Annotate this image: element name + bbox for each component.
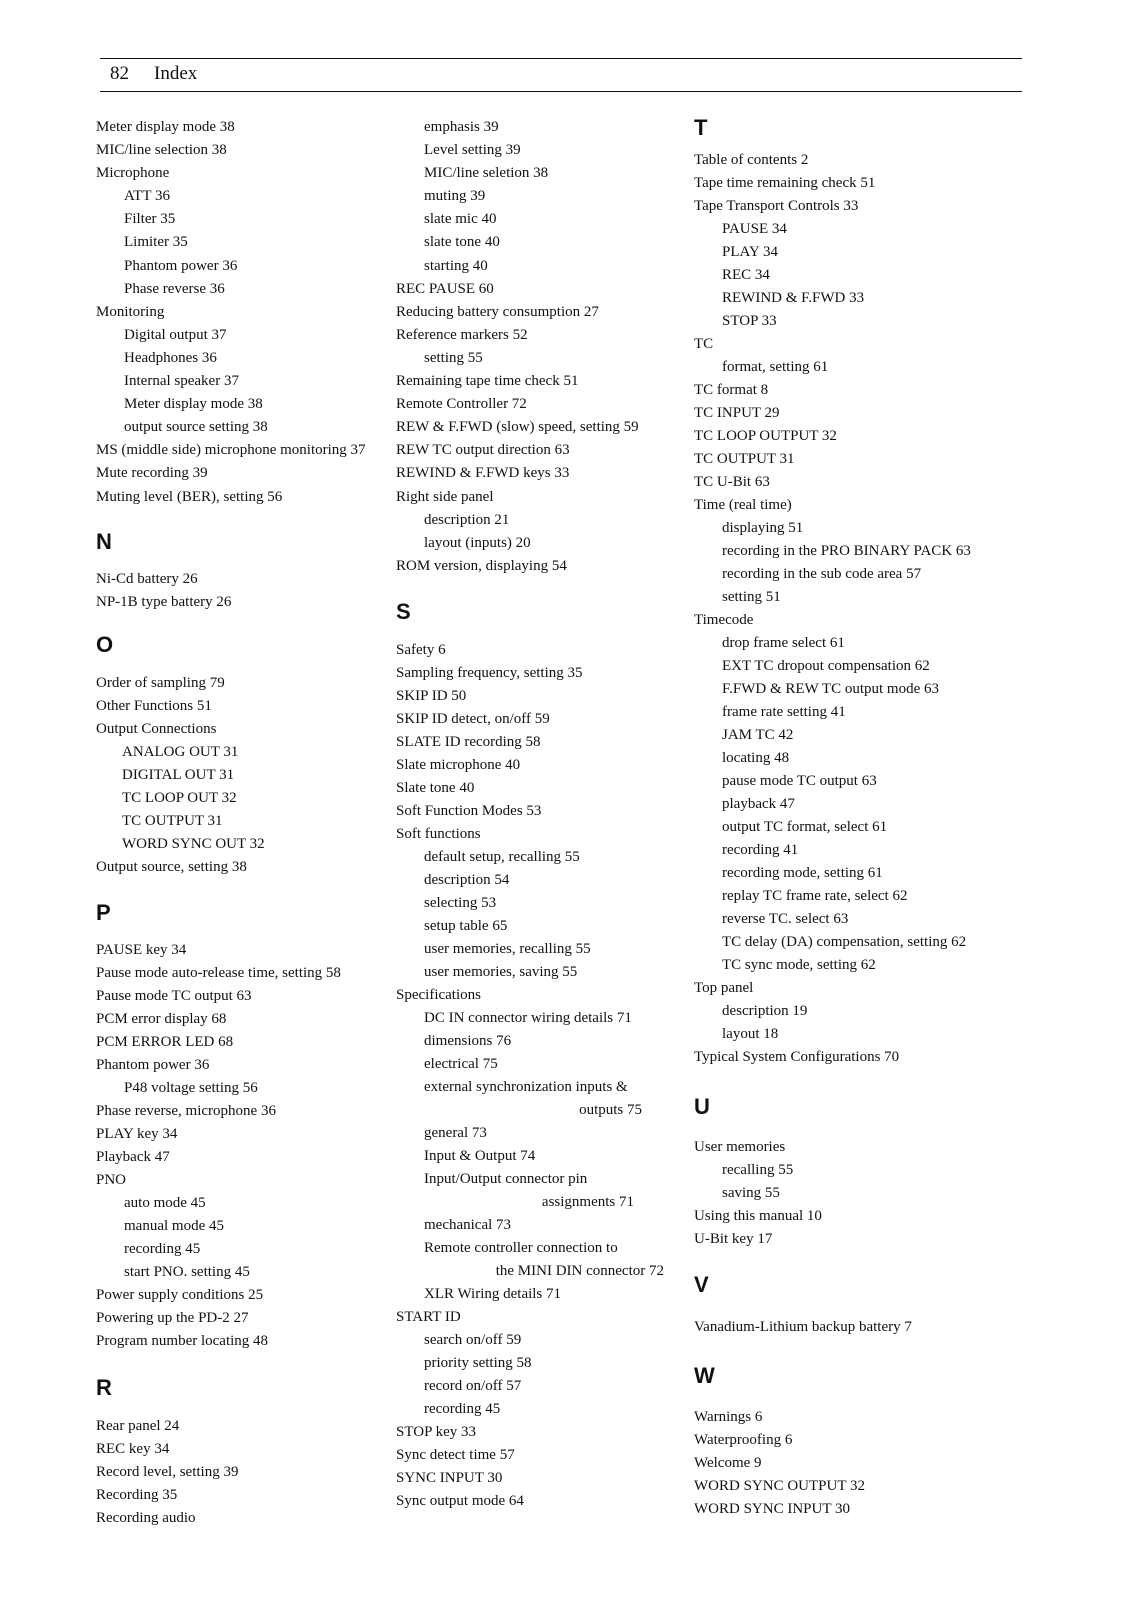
index-entry: Recording 35 xyxy=(96,1487,178,1503)
index-subentry: manual mode 45 xyxy=(124,1218,224,1234)
index-entry: Muting level (BER), setting 56 xyxy=(96,489,283,505)
index-entry: Table of contents 2 xyxy=(694,152,809,168)
index-entry: START ID xyxy=(396,1309,461,1325)
index-subentry: muting 39 xyxy=(424,188,486,204)
page-title: Index xyxy=(154,63,198,84)
index-entry: WORD SYNC OUTPUT 32 xyxy=(694,1478,865,1494)
index-entry: WORD SYNC INPUT 30 xyxy=(694,1501,850,1517)
index-entry: Tape Transport Controls 33 xyxy=(694,198,859,214)
index-entry: Safety 6 xyxy=(396,642,446,658)
index-entry: ROM version, displaying 54 xyxy=(396,558,567,574)
index-subentry: Level setting 39 xyxy=(424,142,521,158)
page-number: 82 xyxy=(110,63,129,84)
index-subentry: description 21 xyxy=(424,512,510,528)
index-subentry: default setup, recalling 55 xyxy=(424,849,580,865)
index-entry: Using this manual 10 xyxy=(694,1208,822,1224)
index-entry: TC INPUT 29 xyxy=(694,405,780,421)
index-letter-heading: P xyxy=(96,900,111,925)
index-subentry: recording 41 xyxy=(722,842,799,858)
index-entry: Specifications xyxy=(396,987,481,1003)
index-subentry: saving 55 xyxy=(722,1185,780,1201)
index-letter-heading: O xyxy=(96,632,114,657)
index-entry: Powering up the PD-2 27 xyxy=(96,1310,249,1326)
index-subentry: output source setting 38 xyxy=(124,419,268,435)
index-entry: SKIP ID detect, on/off 59 xyxy=(396,711,550,727)
index-subentry: Phase reverse 36 xyxy=(124,281,225,297)
index-entry: TC format 8 xyxy=(694,382,769,398)
index-entry: REW TC output direction 63 xyxy=(396,442,570,458)
index-subentry: layout (inputs) 20 xyxy=(424,535,531,551)
index-subentry: emphasis 39 xyxy=(424,119,499,135)
index-entry: Output Connections xyxy=(96,721,217,737)
index-subentry: recording in the PRO BINARY PACK 63 xyxy=(722,543,971,559)
index-entry: PNO xyxy=(96,1172,127,1188)
index-entry: NP-1B type battery 26 xyxy=(96,594,232,610)
index-entry: Pause mode auto-release time, setting 58 xyxy=(96,965,341,981)
index-entry: U-Bit key 17 xyxy=(694,1231,773,1247)
index-subentry: XLR Wiring details 71 xyxy=(424,1286,562,1302)
index-subentry: REC 34 xyxy=(722,267,770,283)
index-subentry: user memories, recalling 55 xyxy=(424,941,591,957)
index-entry: Pause mode TC output 63 xyxy=(96,988,252,1004)
index-letter-heading: S xyxy=(396,599,411,624)
index-subentry: user memories, saving 55 xyxy=(424,964,578,980)
index-subentry: slate tone 40 xyxy=(424,234,500,250)
index-subentry: drop frame select 61 xyxy=(722,635,845,651)
index-letter-heading: R xyxy=(96,1375,112,1400)
index-entry: Ni-Cd battery 26 xyxy=(96,571,198,587)
index-letter-heading: U xyxy=(694,1094,710,1119)
index-subentry: reverse TC. select 63 xyxy=(722,911,849,927)
index-subentry: external synchronization inputs & xyxy=(424,1079,628,1095)
index-subentry: Input & Output 74 xyxy=(424,1148,536,1164)
index-subentry: Phantom power 36 xyxy=(124,258,238,274)
index-entry: Other Functions 51 xyxy=(96,698,212,714)
index-subentry: locating 48 xyxy=(722,750,790,766)
index-subentry: setup table 65 xyxy=(424,918,508,934)
index-subentry: priority setting 58 xyxy=(424,1355,532,1371)
index-subentry: F.FWD & REW TC output mode 63 xyxy=(722,681,940,697)
index-subentry: playback 47 xyxy=(722,796,795,812)
index-entry: TC LOOP OUTPUT 32 xyxy=(694,428,837,444)
page-header xyxy=(100,58,1022,92)
index-subentry: search on/off 59 xyxy=(424,1332,522,1348)
index-subentry: Meter display mode 38 xyxy=(124,396,263,412)
index-letter-heading: V xyxy=(694,1272,709,1297)
index-subentry: start PNO. setting 45 xyxy=(124,1264,250,1280)
index-entry: PCM error display 68 xyxy=(96,1011,227,1027)
index-subentry: setting 55 xyxy=(424,350,483,366)
index-entry: Reducing battery consumption 27 xyxy=(396,304,599,320)
index-entry: Sync output mode 64 xyxy=(396,1493,524,1509)
index-subentry: recording 45 xyxy=(124,1241,201,1257)
index-subentry: TC delay (DA) compensation, setting 62 xyxy=(722,934,967,950)
index-entry: Time (real time) xyxy=(694,497,792,513)
index-entry: Meter display mode 38 xyxy=(96,119,235,135)
index-entry: Typical System Configurations 70 xyxy=(694,1049,900,1065)
index-subentry: recording mode, setting 61 xyxy=(722,865,883,881)
index-subentry: EXT TC dropout compensation 62 xyxy=(722,658,930,674)
index-entry: STOP key 33 xyxy=(396,1424,477,1440)
index-subentry: setting 51 xyxy=(722,589,781,605)
index-entry: Playback 47 xyxy=(96,1149,170,1165)
index-entry: Output source, setting 38 xyxy=(96,859,247,875)
index-entry: Microphone xyxy=(96,165,170,181)
index-subentry: selecting 53 xyxy=(424,895,497,911)
index-entry: Power supply conditions 25 xyxy=(96,1287,264,1303)
index-entry: REC key 34 xyxy=(96,1441,170,1457)
index-subentry: replay TC frame rate, select 62 xyxy=(722,888,908,904)
index-entry: Phase reverse, microphone 36 xyxy=(96,1103,276,1119)
index-entry: Remaining tape time check 51 xyxy=(396,373,579,389)
index-entry: Order of sampling 79 xyxy=(96,675,225,691)
index-subentry: ANALOG OUT 31 xyxy=(122,744,239,760)
index-entry: REW & F.FWD (slow) speed, setting 59 xyxy=(396,419,639,435)
index-entry: Timecode xyxy=(694,612,754,628)
index-subentry: Input/Output connector pin xyxy=(424,1171,588,1187)
index-entry: Program number locating 48 xyxy=(96,1333,269,1349)
index-subentry: dimensions 76 xyxy=(424,1033,512,1049)
index-entry: User memories xyxy=(694,1139,786,1155)
index-subentry: recalling 55 xyxy=(722,1162,794,1178)
index-entry: REWIND & F.FWD keys 33 xyxy=(396,465,570,481)
index-entry: SLATE ID recording 58 xyxy=(396,734,541,750)
index-entry: PAUSE key 34 xyxy=(96,942,187,958)
index-subentry: TC LOOP OUT 32 xyxy=(122,790,237,806)
index-entry: Tape time remaining check 51 xyxy=(694,175,876,191)
index-subentry: recording 45 xyxy=(424,1401,501,1417)
index-subentry: output TC format, select 61 xyxy=(722,819,888,835)
index-subentry-continuation: the MINI DIN connector 72 xyxy=(495,1263,664,1279)
index-letter-heading: T xyxy=(694,115,708,140)
index-subentry: mechanical 73 xyxy=(424,1217,512,1233)
index-entry: Slate microphone 40 xyxy=(396,757,521,773)
index-entry: Soft Function Modes 53 xyxy=(396,803,542,819)
index-subentry: description 54 xyxy=(424,872,510,888)
index-subentry: general 73 xyxy=(424,1125,487,1141)
index-subentry: TC sync mode, setting 62 xyxy=(722,957,876,973)
index-subentry: DIGITAL OUT 31 xyxy=(122,767,235,783)
index-letter-heading: N xyxy=(96,529,112,554)
index-subentry: PLAY 34 xyxy=(722,244,778,260)
index-entry: SYNC INPUT 30 xyxy=(396,1470,503,1486)
index-entry: Sync detect time 57 xyxy=(396,1447,515,1463)
index-entry: Phantom power 36 xyxy=(96,1057,210,1073)
index-subentry: frame rate setting 41 xyxy=(722,704,846,720)
index-subentry: recording in the sub code area 57 xyxy=(722,566,922,582)
index-subentry: record on/off 57 xyxy=(424,1378,522,1394)
index-entry: Mute recording 39 xyxy=(96,465,208,481)
index-subentry: JAM TC 42 xyxy=(722,727,794,743)
index-entry: Slate tone 40 xyxy=(396,780,475,796)
index-subentry: Remote controller connection to xyxy=(424,1240,618,1256)
index-entry: Rear panel 24 xyxy=(96,1418,180,1434)
index-subentry: description 19 xyxy=(722,1003,808,1019)
index-subentry: ATT 36 xyxy=(124,188,170,204)
index-subentry: starting 40 xyxy=(424,258,488,274)
index-entry: TC U-Bit 63 xyxy=(694,474,770,490)
index-subentry: displaying 51 xyxy=(722,520,804,536)
index-entry: PLAY key 34 xyxy=(96,1126,178,1142)
index-subentry: PAUSE 34 xyxy=(722,221,787,237)
index-subentry: Headphones 36 xyxy=(124,350,217,366)
index-entry: Reference markers 52 xyxy=(396,327,528,343)
index-subentry: electrical 75 xyxy=(424,1056,498,1072)
index-subentry: WORD SYNC OUT 32 xyxy=(122,836,265,852)
index-entry: Welcome 9 xyxy=(694,1455,762,1471)
index-entry: MIC/line selection 38 xyxy=(96,142,227,158)
index-entry: TC xyxy=(694,336,714,352)
index-subentry: Limiter 35 xyxy=(124,234,188,250)
index-subentry: format, setting 61 xyxy=(722,359,829,375)
index-entry: SKIP ID 50 xyxy=(396,688,467,704)
index-entry: Vanadium-Lithium backup battery 7 xyxy=(694,1319,912,1335)
index-entry: Recording audio xyxy=(96,1510,196,1526)
index-entry: REC PAUSE 60 xyxy=(396,281,494,297)
index-entry: Top panel xyxy=(694,980,754,996)
index-entry: Warnings 6 xyxy=(694,1409,763,1425)
index-subentry: MIC/line seletion 38 xyxy=(424,165,549,181)
index-subentry: auto mode 45 xyxy=(124,1195,206,1211)
index-subentry: slate mic 40 xyxy=(424,211,497,227)
index-entry: Waterproofing 6 xyxy=(694,1432,793,1448)
index-subentry: pause mode TC output 63 xyxy=(722,773,877,789)
index-subentry: P48 voltage setting 56 xyxy=(124,1080,258,1096)
index-subentry-continuation: outputs 75 xyxy=(579,1102,642,1118)
index-subentry-continuation: assignments 71 xyxy=(541,1194,634,1210)
index-letter-heading: W xyxy=(694,1363,715,1388)
index-subentry: STOP 33 xyxy=(722,313,777,329)
index-entry: PCM ERROR LED 68 xyxy=(96,1034,234,1050)
index-entry: TC OUTPUT 31 xyxy=(694,451,795,467)
index-subentry: layout 18 xyxy=(722,1026,779,1042)
index-entry: MS (middle side) microphone monitoring 37 xyxy=(96,442,366,458)
index-subentry: REWIND & F.FWD 33 xyxy=(722,290,865,306)
index-entry: Monitoring xyxy=(96,304,165,320)
index-entry: Sampling frequency, setting 35 xyxy=(396,665,583,681)
index-subentry: TC OUTPUT 31 xyxy=(122,813,223,829)
index-entry: Right side panel xyxy=(396,489,494,505)
index-entry: Remote Controller 72 xyxy=(396,396,527,412)
index-subentry: Filter 35 xyxy=(124,211,176,227)
index-subentry: Digital output 37 xyxy=(124,327,227,343)
index-entry: Record level, setting 39 xyxy=(96,1464,239,1480)
index-entry: Soft functions xyxy=(396,826,481,842)
index-subentry: DC IN connector wiring details 71 xyxy=(424,1010,632,1026)
index-subentry: Internal speaker 37 xyxy=(124,373,239,389)
